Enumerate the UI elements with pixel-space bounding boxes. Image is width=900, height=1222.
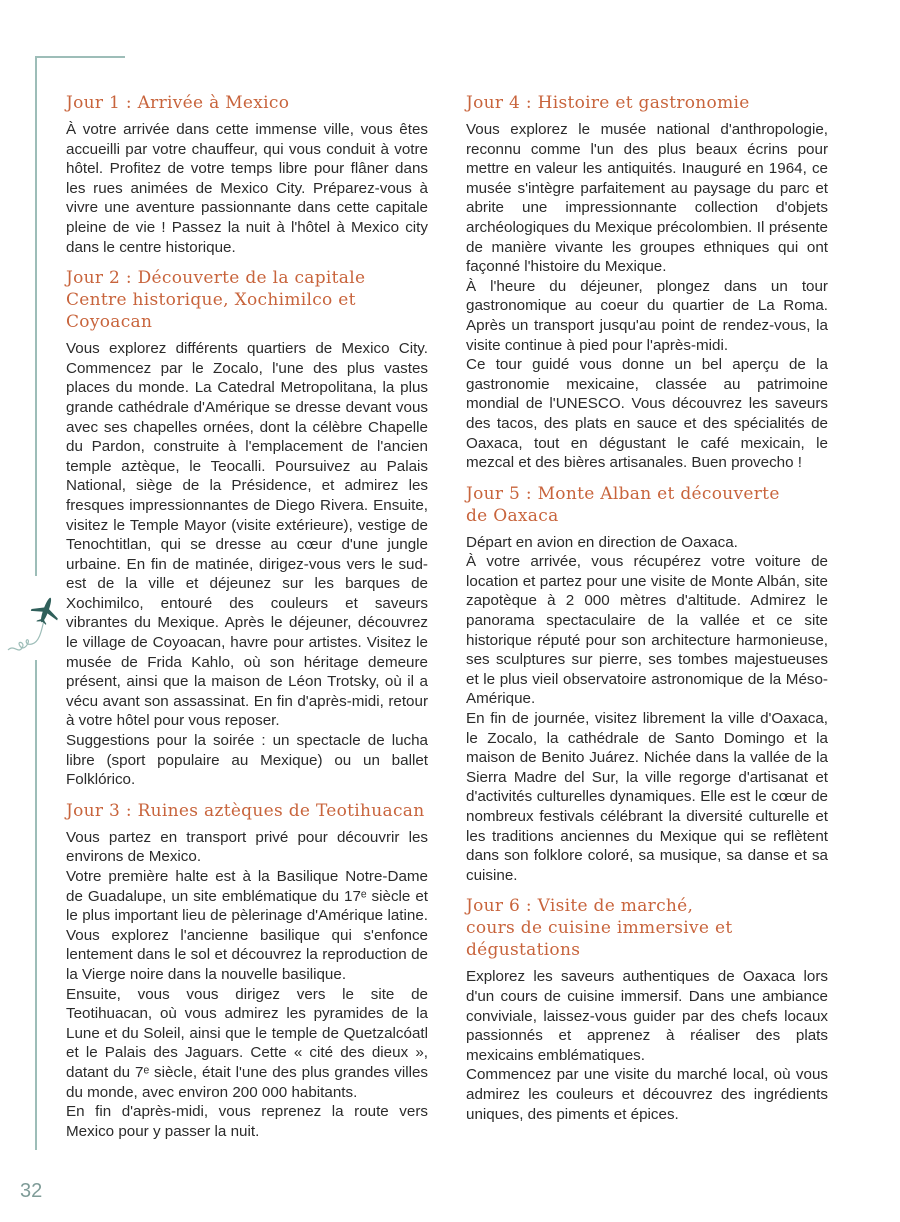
day-6-title: Jour 6 : Visite de marché, cours de cuisine immersive et dégustations <box>466 896 733 961</box>
day-4-section <box>466 92 828 473</box>
day-3-paragraph: Votre première halte est à la Basilique Notre-Dame de Guadalupe, un site emblématique du 17ᵉ siècle et le plus important lieu de pèlerinage d'Amérique latine. Vous explorez l'ancienne basilique qui s'enfonce lentement dans le sol et découvrez la reproduction de la Vierge noire dans la nouvelle basilique. <box>66 868 428 983</box>
frame-border-left <box>35 56 37 576</box>
day-5-title: Jour 5 : Monte Alban et découverte de Oaxaca <box>466 483 780 526</box>
day-4-title: Jour 4 : Histoire et gastronomie <box>466 93 750 113</box>
day-3-paragraph: En fin d'après-midi, vous reprenez la route vers Mexico pour y passer la nuit. <box>66 1103 428 1140</box>
day-1-section <box>66 92 428 257</box>
day-6-paragraph: Explorez les saveurs authentiques de Oaxaca lors d'un cours de cuisine immersif. Dans une ambiance conviviale, laissez-vous guider par des chefs locaux passionnés et apprenez à réaliser des plats mexicains emblématiques. <box>466 968 828 1064</box>
day-3-title: Jour 3 : Ruines aztèques de Teotihuacan <box>66 800 425 821</box>
day-1-paragraph: À votre arrivée dans cette immense ville, vous êtes accueilli par votre chauffeur, qui vous conduit à votre hôtel. Profitez de votre temps libre pour flâner dans les rues animées de Mexico City. Préparez-vous à vivre une aventure passionnante dans cette capitale pleine de vie ! Passez la nuit à l'hôtel à Mexico city dans le centre historique. <box>66 121 428 256</box>
day-3-paragraph: Ensuite, vous vous dirigez vers le site de Teotihuacan, où vous admirez les pyramides de la Lune et du Soleil, ainsi que le temple de Quetzalcóatl et le Palais des Jaguars. Cette « cité des dieux », datant du 7ᵉ siècle, était l'une des plus grandes villes du monde, avec environ 200 000 habitants. <box>66 985 428 1101</box>
airplane-icon <box>0 580 70 660</box>
day-6-section <box>466 895 828 1124</box>
frame-border-top <box>35 56 125 58</box>
day-5-paragraph: Départ en avion en direction de Oaxaca. <box>466 533 738 551</box>
day-4-paragraph: Ce tour guidé vous donne un bel aperçu de la gastronomie mexicaine, classée au patrimoine mondial de l'UNESCO. Vous découvrez les saveurs des tacos, des plats en sauce et des spécialités de Oaxaca, tout en dégustant le café mexicain, le mezcal et des bières artisanales. Buen provecho ! <box>466 356 828 472</box>
day-4-paragraph: Vous explorez le musée national d'anthropologie, reconnu comme l'un des plus beaux écrins pour mettre en valeur les antiquités. Inauguré en 1964, ce musée s'intègre parfaitement au paysage du parc et abrite une impressionnante collection d'objets archéologiques du Mexique précolombien. Il présente de manière vivante les groupes ethniques qui ont façonné l'histoire du Mexique. <box>466 121 828 276</box>
day-5-paragraph: En fin de journée, visitez librement la ville d'Oaxaca, le Zocalo, la cathédrale de Santo Domingo et la maison de Benito Juárez. Nichée dans la vallée de la Sierra Madre del Sur, la ville regorge d'artisanat et d'activités culturelles dynamiques. Elle est le cœur de nombreux festivals célébrant la diversité culturelle et les traditions anciennes du Mexique qui se reflètent dans son folklore coloré, sa musique, sa danse et sa cuisine. <box>466 710 828 884</box>
day-5-paragraph: À votre arrivée, vous récupérez votre voiture de location et partez pour une visite de Monte Albán, site zapotèque à 2 000 mètres d'altitude. Admirez le panorama spectaculaire de la vallée et ce site historique réputé pour son architecture harmonieuse, ses sculptures sur pierre, ses tombes majestueuses et le plus vieil observatoire astronomique de la Méso-Amérique. <box>466 553 828 708</box>
day-3-section <box>66 800 428 1142</box>
day-2-section <box>66 267 428 790</box>
day-4-paragraph: À l'heure du déjeuner, plongez dans un tour gastronomique au coeur du quartier de La Roma. Après un transport jusqu'au point de rendez-vous, la visite continue à pied pour l'après-midi. <box>466 277 828 354</box>
day-2-title: Jour 2 : Découverte de la capitale Centre historique, Xochimilco et Coyoacan <box>66 268 366 333</box>
day-2-paragraph: Vous explorez différents quartiers de Mexico City. Commencez par le Zocalo, l'une des plus vastes places du monde. La Catedral Metropolitana, la plus grande cathédrale d'Amérique se dresse devant vous avec ses chapelles ornées, dont la célèbre Chapelle du Pardon, construite à l'emplacement de l'ancien temple aztèque, le Teocalli. Poursuivez au Palais National, siège de la Présidence, et admirez les fresques impressionnantes de Diego Rivera. Ensuite, visitez le Temple Mayor (visite extérieure), vestige de Tenochtitlan, qui se dresse au cœur d'une jungle urbaine. En fin de matinée, dirigez-vous vers le sud-est de la ville et déjeunez sur les barques de Xochimilco, entouré des couleurs et saveurs vibrantes du Mexique. Après le déjeuner, découvrez le village de Coyoacan, havre pour artistes. Visitez le musée de Frida Kahlo, où son héritage demeure présent, ainsi que la maison de Léon Trotsky, où il a vécu avant son assassinat. En fin d'après-midi, retour à votre hôtel pour vous reposer. <box>66 340 428 730</box>
day-6-paragraph: Commencez par une visite du marché local, où vous admirez les couleurs et découvrez des ingrédients uniques, des piments et épices. <box>466 1066 828 1123</box>
day-3-paragraph: Vous partez en transport privé pour découvrir les environs de Mexico. <box>66 828 428 866</box>
page-number: 32 <box>20 1180 43 1202</box>
right-column <box>466 92 828 1134</box>
left-column <box>66 92 428 1151</box>
frame-border-left-lower <box>35 660 37 1150</box>
day-5-section <box>466 483 828 886</box>
day-2-paragraph: Suggestions pour la soirée : un spectacle de lucha libre (sport populaire au Mexique) ou un ballet Folklórico. <box>66 732 428 789</box>
day-1-title: Jour 1 : Arrivée à Mexico <box>66 93 290 113</box>
